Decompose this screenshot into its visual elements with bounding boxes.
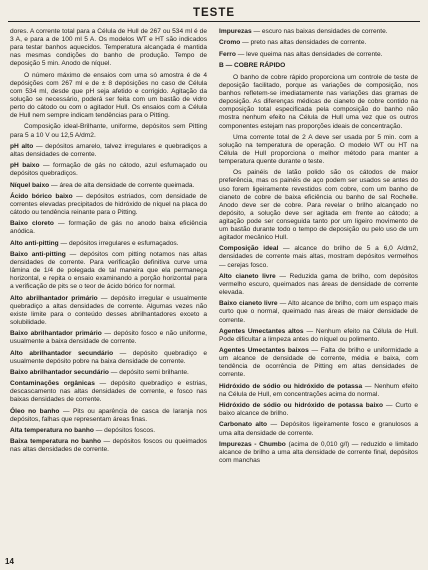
term-label: Baixo anti-pitting: [10, 250, 66, 258]
term-description: — Nenhum efeito na Célula de Hull. Pode dificultar a limpeza antes do níquel ou polimento.: [219, 327, 418, 343]
definition-paragraph: [219, 402, 418, 418]
term-label: pH baixo: [10, 162, 40, 170]
definition-paragraph: [219, 245, 418, 269]
term-label: Alto cianeto livre: [219, 272, 276, 280]
right-column: [219, 28, 418, 468]
term-description: — Reduzida gama de brilho, com depósitos vermelho escuro, queimados nas áreas de densidade de corrente elevada.: [219, 272, 418, 297]
term-description: — leve queima nas altas densidades de corrente.: [235, 50, 383, 58]
term-description: — depósito irregular e usualmente quebradiço a altas densidades de corrente. Algumas vezes não existe limite para o conteúdo desses abrilhantadores exceto a solubilidade.: [10, 294, 208, 326]
term-description: — depósitos com pitting notamos nas altas densidades de corrente. Para verificação definitiva curve uma lâmina de 1/4 de polegada de tal maneira que ela permaneça horizontal, e repita o ensaio examinando a porção horizontal para a verificação de pits se o teor de ácido bórico for normal.: [10, 250, 207, 291]
term-description: — formação de gás no cátodo, azul esfumaçado ou depósitos quebradiços.: [10, 162, 207, 178]
term-label: Carbonato alto: [219, 421, 268, 429]
body-paragraph: Composição ideal-Brilhante, uniforme, depósitos sem Pitting para 5 a 10 V ou 12,5 A/dm2.: [10, 123, 207, 139]
definition-paragraph: [10, 193, 207, 217]
page-number: 14: [5, 557, 14, 566]
term-description: — alcance do brilho de 5 a 6,0 A/dm2, densidades de corrente mais altas, mostram depósitos vermelhos — cerejas fosco.: [219, 245, 418, 269]
term-label: Contaminações orgânicas: [10, 380, 95, 388]
definition-paragraph: [10, 220, 207, 236]
term-label: Níquel baixo: [10, 181, 50, 189]
definition-paragraph: [10, 330, 207, 346]
body-paragraph: O número máximo de ensaios com uma só amostra é de 4 depósições com 267 ml e de ± 8 depósições no caso de Célula com 534 ml, desde que pH seja afetido e corrigido. Agitação da solução se necessário, poderá ser feita com um bastão de vidro perto do cátodo ou com o agitador Hull. Os ensaios com a Célula de Hull nem sempre indicam tendências para o Pitting.: [10, 71, 207, 120]
definition-paragraph: [10, 369, 207, 377]
term-label: Cromo: [219, 39, 241, 47]
term-label: Baixo abrilhantador secundário: [10, 368, 109, 376]
definition-paragraph: [219, 328, 418, 344]
term-label: Hidróxido de sódio ou hidróxido de potassa: [219, 382, 363, 390]
term-label: Agentes Umectantes baixos: [219, 347, 309, 355]
term-description: — Alto alcance de brilho, com um espaço mais curto que o normal, queimado nas áreas de maior densidade de corrente.: [219, 300, 418, 324]
definition-paragraph: [10, 182, 207, 190]
term-description: — depósitos irregulares e esfumaçados.: [58, 239, 179, 247]
term-label: Alta temperatura no banho: [10, 427, 94, 435]
term-description: — formação de gás no anodo baixa eficiência anódica.: [10, 220, 207, 236]
body-paragraph: Uma corrente total de 2 A deve ser usada por 5 min. com a solução na temperatura de operação. O modelo WT ou HT na Célula de Hull proporciona o melhor método para manter a temperatura quente durante o teste.: [219, 133, 418, 166]
term-label: Baixo abrilhantador primário: [10, 330, 102, 338]
term-description: — Nenhum efeito na Célula de Hull, em concentrações acima do normal.: [219, 382, 418, 398]
definition-paragraph: [10, 295, 207, 327]
term-label: Baixa temperatura no banho: [10, 438, 102, 446]
term-description: — depósitos foscos ou queimados nas altas densidades de corrente.: [10, 438, 207, 454]
body-paragraph: O banho de cobre rápido proporciona um controle de teste de deposição facilitado, porque as variações de composição, nos banhos refletem-se imediatamente nas variações das gramas de deposição. As diferenças médicas de cianeto de cobre contido na composição total especificada pela composição do banho não mostra nenhum efeito na Célula de Hull uma vez que os outros componentes estejam nas proporções ideais de concentração.: [219, 73, 418, 130]
definition-paragraph: [219, 383, 418, 399]
term-description: — depósitos estriados, com densidade de correntes elevadas precipitados de hidróxido de níquel na placa do cátodo ou tendência reinante para o Pitting.: [10, 192, 207, 216]
term-description: — depósitos foscos.: [93, 427, 156, 435]
term-description: — área de alta densidade de corrente queimada.: [49, 181, 195, 189]
term-description: — depósitos amarelo, talvez irregulares e quebradiços a altas densidades de corrente.: [10, 142, 207, 158]
definition-paragraph: [10, 350, 207, 366]
term-label: Alto abrilhantador secundário: [10, 349, 114, 357]
body-paragraph: Os painéis de latão polido são os cátodos de maior preferência, mas os painéis de aço podem ser usados se antes do uso forem ligeiramente revestidos com cobre, com um banho de cianeto de cobre de baixa eficiência ou banho de sal Rochelle. Anodo deve ser de cobre. Para revelar o brilho alcançado no depósito, a solução deve ser agitada em frente ao cátodo; a agitação pode ser conseguida tanto por um ligeiro movimento de um bastão durante todo o tempo de deposição ou pelo uso de um agitador mecânico Hull.: [219, 169, 418, 242]
term-label: Baixo cloreto: [10, 220, 54, 228]
term-label: pH alto: [10, 142, 34, 150]
term-label: Agentes Umectantes altos: [219, 327, 304, 335]
term-description: — Depósitos ligeiramente fosco e granulosos a uma alta densidade de corrente.: [219, 421, 418, 437]
term-label: Óleo no banho: [10, 407, 60, 415]
definition-paragraph: [10, 251, 207, 291]
term-description: — depósito quebradiço e estrias, descascamento nas altas densidades de corrente, e fosco nas baixas densidades de corrente.: [10, 380, 207, 404]
definition-paragraph: [10, 408, 207, 424]
header-title: TESTE: [192, 7, 236, 19]
term-label: Hidróxido de sódio ou hidróxido de potassa baixo: [219, 402, 384, 410]
term-label: Impurezas: [219, 28, 252, 35]
term-label: Baixo cianeto livre: [219, 300, 278, 308]
term-description: — preto nas altas densidades de corrente.: [240, 39, 367, 47]
body-paragraph: dores. A corrente total para a Célula de Hull de 267 ou 534 ml é de 3 A, e para a de 100 ml 5 A. Os modelos WT e HT são indicados para testar banhos aquecidos. Temperatura alcançada é mantida nas mesmas condições do banho de produção. Tempo de deposição 5 min. Anodo de níquel.: [10, 28, 207, 68]
term-label: Alto anti-pitting: [10, 239, 59, 247]
term-label: Ferro: [219, 50, 236, 58]
term-description: — depósito fosco e não uniforme, usualmente a baixa densidade de corrente.: [10, 330, 207, 346]
left-column: [10, 28, 207, 458]
term-label: Alto abrilhantador primário: [10, 294, 98, 302]
term-label: Ácido bórico baixo: [10, 192, 73, 200]
term-description: — Pits ou aparência de casca de laranja nos depósitos, falhas que representam áreas finas.: [10, 407, 208, 423]
definition-paragraph: [219, 273, 418, 297]
section-heading: B — COBRE RÁPIDO: [219, 61, 286, 69]
term-description: — depósito semi brilhante.: [108, 368, 189, 376]
term-description: — depósito quebradiço e usualmente depósito pobre na baixa densidade de corrente.: [10, 349, 207, 365]
definition-paragraph: [10, 380, 207, 404]
definition-paragraph: [10, 438, 207, 454]
definition-paragraph: [219, 51, 418, 59]
term-label: Composição ideal: [219, 245, 279, 253]
term-description: — escuro nas baixas densidades de corrente.: [251, 28, 388, 35]
definition-paragraph: [10, 162, 207, 178]
definition-paragraph: [219, 347, 418, 379]
term-label: Impurezas - Chumbo: [219, 440, 286, 448]
definition-paragraph: [10, 240, 207, 248]
definition-paragraph: [219, 421, 418, 437]
definition-paragraph: [10, 427, 207, 435]
term-description: — Curto e baixo alcance de brilho.: [219, 402, 418, 418]
term-description: — Falta de brilho e uniformidade a um alcance de densidade de corrente, média e baixa, com tendência de ocorrência de Pitting em altas densidades de corrente.: [219, 347, 419, 379]
term-description: (acima de 0,010 g/l) — reduzido e limitado alcance de brilho a uma alta densidade de corrente final, depósitos com manchas: [219, 440, 418, 465]
definition-paragraph: [219, 441, 418, 465]
definition-paragraph: [219, 300, 418, 324]
page-header: [8, 3, 420, 22]
definition-paragraph: [219, 28, 418, 36]
definition-paragraph: [219, 39, 418, 47]
definition-paragraph: [10, 143, 207, 159]
